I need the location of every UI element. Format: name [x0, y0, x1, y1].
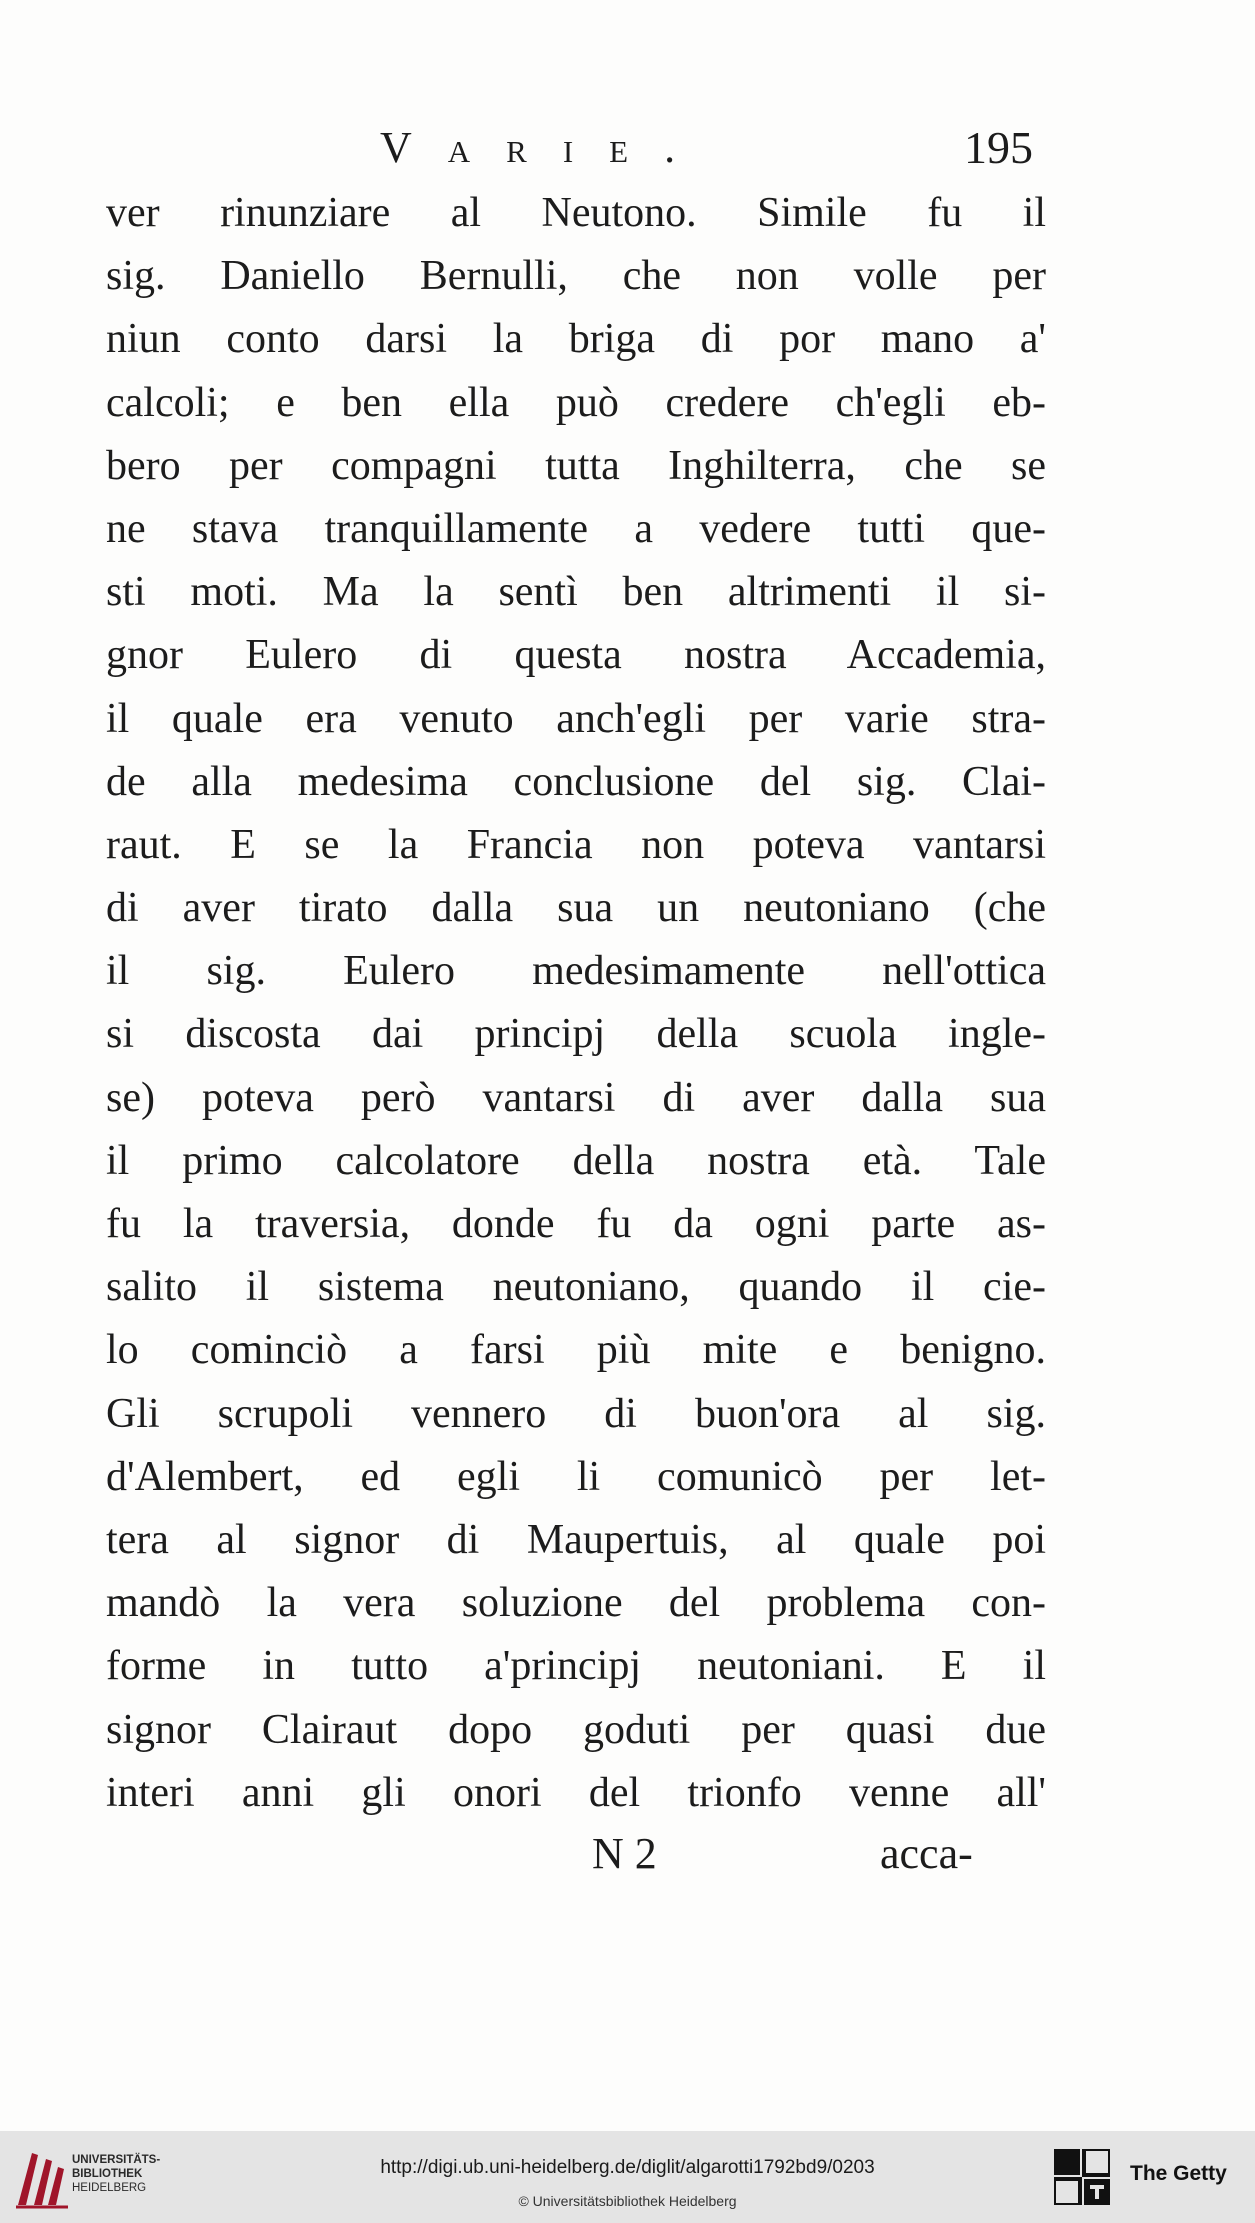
text-line: il sig. Eulero medesimamente nell'ottica	[106, 948, 1046, 995]
body-text	[106, 182, 1046, 1825]
text-line: il primo calcolatore della nostra età. Tale	[106, 1137, 1046, 1184]
text-line: mandò la vera soluzione del problema con-	[106, 1580, 1046, 1627]
text-line: calcoli; e ben ella può credere ch'egli eb-	[106, 379, 1046, 426]
text-line: lo cominciò a farsi più mite e benigno.	[106, 1327, 1046, 1374]
text-line: di aver tirato dalla sua un neutoniano (che	[106, 885, 1046, 932]
text-line: gnor Eulero di questa nostra Accademia,	[106, 632, 1046, 679]
viewer-footer	[0, 2131, 1255, 2223]
text-line: ver rinunziare al Neutono. Simile fu il	[106, 190, 1046, 236]
text-line: sig. Daniello Bernulli, che non volle per	[106, 253, 1046, 300]
text-line: signor Clairaut dopo goduti per quasi due	[106, 1706, 1046, 1753]
text-line: sti moti. Ma la sentì ben altrimenti il si-	[106, 569, 1046, 616]
running-head-title: Varie.	[380, 123, 712, 172]
text-line: tera al signor di Maupertuis, al quale poi	[106, 1516, 1046, 1563]
running-head	[0, 118, 1255, 178]
text-line: d'Alembert, ed egli li comunicò per let-	[106, 1453, 1046, 1500]
partner-name: The Getty	[1130, 2162, 1227, 2185]
text-line: salito il sistema neutoniano, quando il cie-	[106, 1264, 1046, 1311]
permalink-url[interactable]: http://digi.ub.uni-heidelberg.de/diglit/algarotti1792bd9/0203	[380, 2157, 875, 2178]
catchword: acca-	[880, 1829, 973, 1878]
library-name: UNIVERSITÄTS- BIBLIOTHEK HEIDELBERG	[72, 2154, 161, 2194]
text-line: Gli scrupoli vennero di buon'ora al sig.	[106, 1390, 1046, 1437]
text-line: interi anni gli onori del trionfo venne all'	[106, 1769, 1046, 1816]
text-line: forme in tutto a'principj neutoniani. E il	[106, 1643, 1046, 1690]
text-line: si discosta dai principj della scuola ingle-	[106, 1011, 1046, 1058]
copyright-notice: © Universitätsbibliothek Heidelberg	[518, 2193, 737, 2209]
text-line: bero per compagni tutta Inghilterra, che se	[106, 442, 1046, 489]
getty-logo-icon[interactable]	[1054, 2149, 1110, 2205]
text-line: niun conto darsi la briga di por mano a'	[106, 316, 1046, 363]
text-line: fu la traversia, donde fu da ogni parte as-	[106, 1201, 1046, 1247]
text-line: raut. E se la Francia non poteva vantarsi	[106, 821, 1046, 868]
text-line: il quale era venuto anch'egli per varie stra-	[106, 695, 1046, 742]
text-line: de alla medesima conclusione del sig. Clai-	[106, 758, 1046, 805]
signature-mark: N 2	[592, 1829, 657, 1878]
catch-line	[0, 1822, 1255, 1886]
text-line: ne stava tranquillamente a vedere tutti que-	[106, 505, 1046, 552]
page-number: 195	[964, 122, 1033, 173]
text-line: se) poteva però vantarsi di aver dalla sua	[106, 1074, 1046, 1121]
